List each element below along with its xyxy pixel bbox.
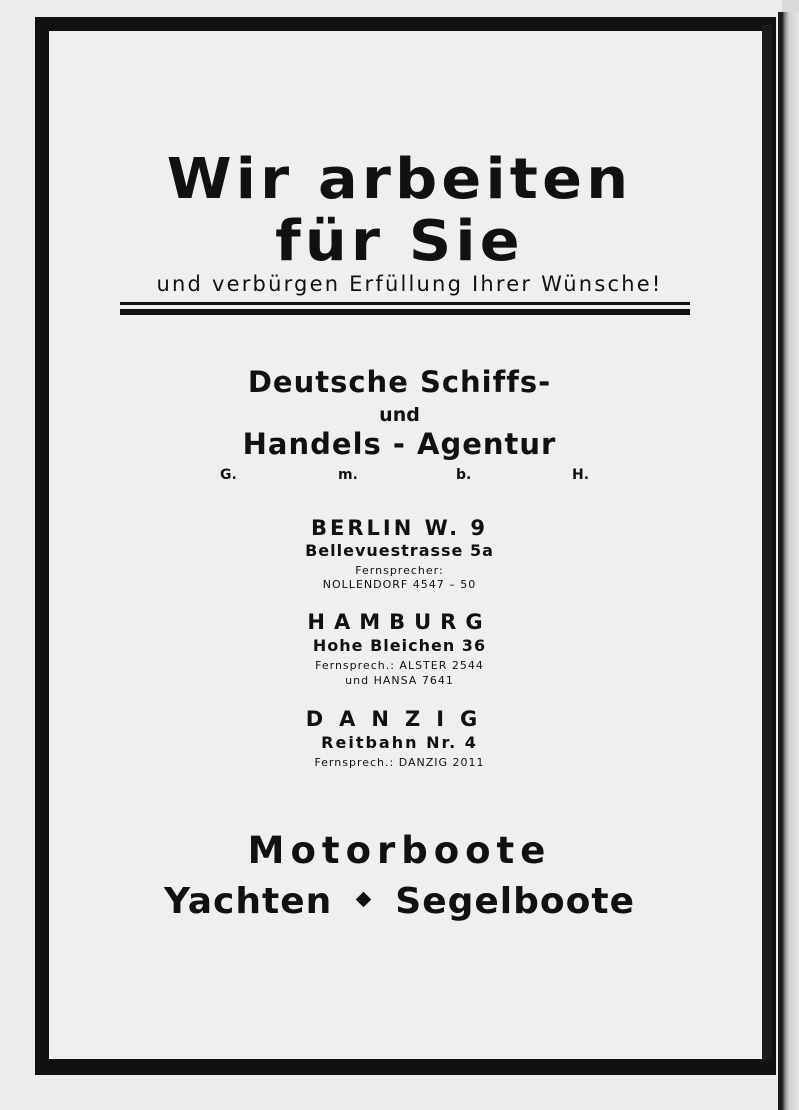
office-berlin-phone-label: Fernsprecher: bbox=[355, 564, 444, 577]
headline-line2: für Sie bbox=[275, 209, 524, 274]
gmbh-m: m. bbox=[338, 467, 358, 483]
office-danzig-city: DANZIG bbox=[305, 707, 494, 731]
products-motorboote: Motorboote bbox=[247, 829, 552, 872]
gmbh-g: G. bbox=[220, 467, 237, 483]
products-line2 bbox=[0, 882, 799, 922]
divider-rule-top bbox=[120, 302, 690, 305]
headline-subline: und verbürgen Erfüllung Ihrer Wünsche! bbox=[156, 272, 663, 296]
office-hamburg-phone: Fernsprech.: ALSTER 2544 bbox=[315, 659, 484, 672]
office-danzig-street: Reitbahn Nr. 4 bbox=[321, 733, 478, 752]
divider-rule-bottom bbox=[120, 309, 690, 315]
office-danzig-phone: Fernsprech.: DANZIG 2011 bbox=[314, 756, 485, 769]
products-yachten: Yachten bbox=[163, 881, 333, 922]
gmbh-b: b. bbox=[456, 467, 472, 483]
office-hamburg-city: HAMBURG bbox=[307, 610, 492, 634]
headline-line1: Wir arbeiten bbox=[166, 147, 633, 212]
gmbh-h: H. bbox=[572, 467, 590, 483]
company-connector: und bbox=[379, 404, 420, 426]
office-berlin-street: Bellevuestrasse 5a bbox=[305, 541, 494, 560]
diamond-separator-icon bbox=[356, 892, 372, 908]
company-name-line2: Handels - Agentur bbox=[242, 427, 557, 461]
office-hamburg-street: Hohe Bleichen 36 bbox=[312, 636, 487, 655]
office-berlin-city: BERLIN W. 9 bbox=[311, 516, 488, 540]
company-name-line1: Deutsche Schiffs- bbox=[247, 365, 552, 399]
office-hamburg-phone2: und HANSA 7641 bbox=[345, 674, 454, 687]
products-segelboote: Segelboote bbox=[395, 881, 635, 922]
office-berlin-phone: NOLLENDORF 4547 – 50 bbox=[322, 578, 477, 591]
